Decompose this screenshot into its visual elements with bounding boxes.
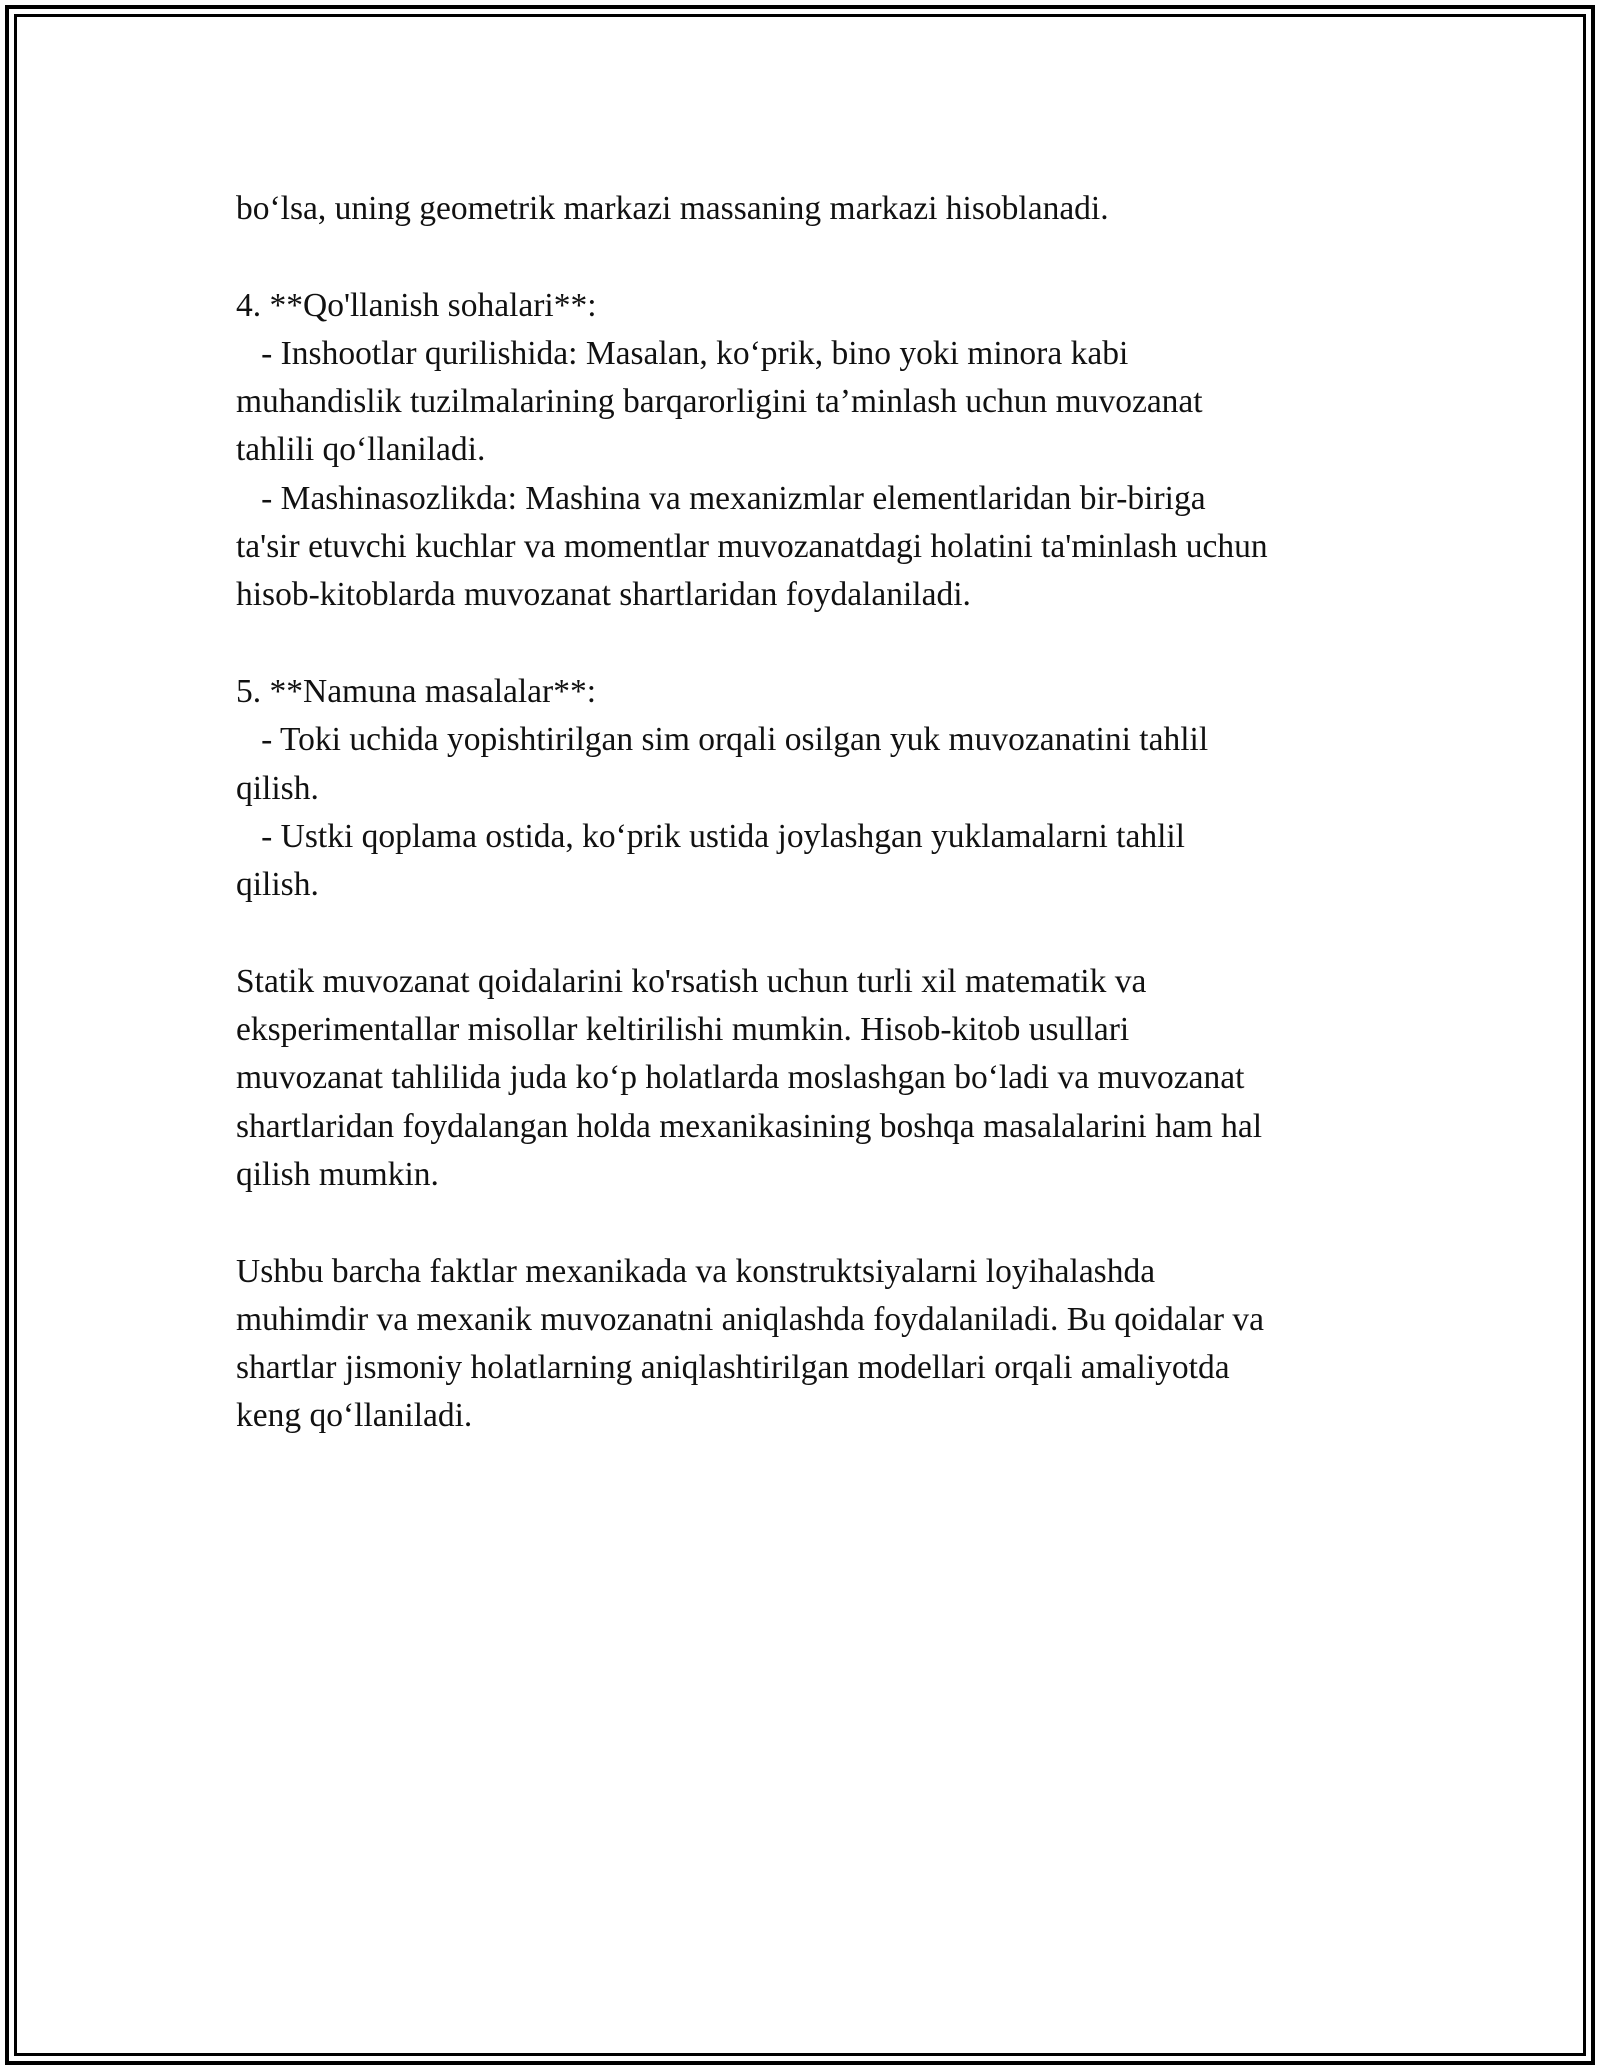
text-line: qilish mumkin.	[236, 1155, 439, 1193]
paragraph-gap	[236, 233, 1376, 281]
text-line: eksperimentallar misollar keltirilishi mumkin. Hisob-kitob usullari	[236, 1011, 1130, 1049]
text-line: - Toki uchida yopishtirilgan sim orqali osilgan yuk muvozanatini tahlil	[236, 721, 1209, 759]
text-line: Ushbu barcha faktlar mexanikada va konstruktsiyalarni loyihalashda	[236, 1252, 1156, 1290]
text-line: muhimdir va mexanik muvozanatni aniqlashda foydalaniladi. Bu qoidalar va	[236, 1300, 1264, 1338]
text-line: shartlar jismoniy holatlarning aniqlashtirilgan modellari orqali amaliyotda	[236, 1349, 1230, 1387]
text-line: ta'sir etuvchi kuchlar va momentlar muvozanatdagi holatini ta'minlash uchun	[236, 528, 1268, 566]
text-line: tahlili qo‘llaniladi.	[236, 431, 486, 469]
text-line: muvozanat tahlilida juda ko‘p holatlarda moslashgan bo‘ladi va muvozanat	[236, 1059, 1245, 1097]
text-line: keng qo‘llaniladi.	[236, 1397, 473, 1435]
text-line: qilish.	[236, 866, 319, 904]
paragraph-gap	[236, 1199, 1376, 1247]
text-line: shartlaridan foydalangan holda mexanikasining boshqa masalalarini ham hal	[236, 1107, 1263, 1145]
paragraph-gap	[236, 620, 1376, 668]
section-heading: 5. **Namuna masalalar**:	[236, 672, 597, 710]
text-line: - Inshootlar qurilishida: Masalan, ko‘prik, bino yoki minora kabi	[236, 334, 1129, 372]
text-line: hisob-kitoblarda muvozanat shartlaridan foydalaniladi.	[236, 576, 971, 614]
text-line: bo‘lsa, uning geometrik markazi massaning markazi hisoblanadi.	[236, 190, 1109, 227]
paragraph-gap	[236, 909, 1376, 957]
text-line: - Mashinasozlikda: Mashina va mexanizmlar elementlaridan bir-biriga	[236, 479, 1206, 517]
text-line: muhandislik tuzilmalarining barqarorligini ta’minlash uchun muvozanat	[236, 383, 1203, 421]
text-line: Statik muvozanat qoidalarini ko'rsatish uchun turli xil matematik va	[236, 962, 1147, 1000]
document-body	[236, 185, 1376, 1441]
text-line: qilish.	[236, 769, 319, 807]
section-heading: 4. **Qo'llanish sohalari**:	[236, 286, 597, 324]
text-line: - Ustki qoplama ostida, ko‘prik ustida joylashgan yuklamalarni tahlil	[236, 817, 1185, 855]
